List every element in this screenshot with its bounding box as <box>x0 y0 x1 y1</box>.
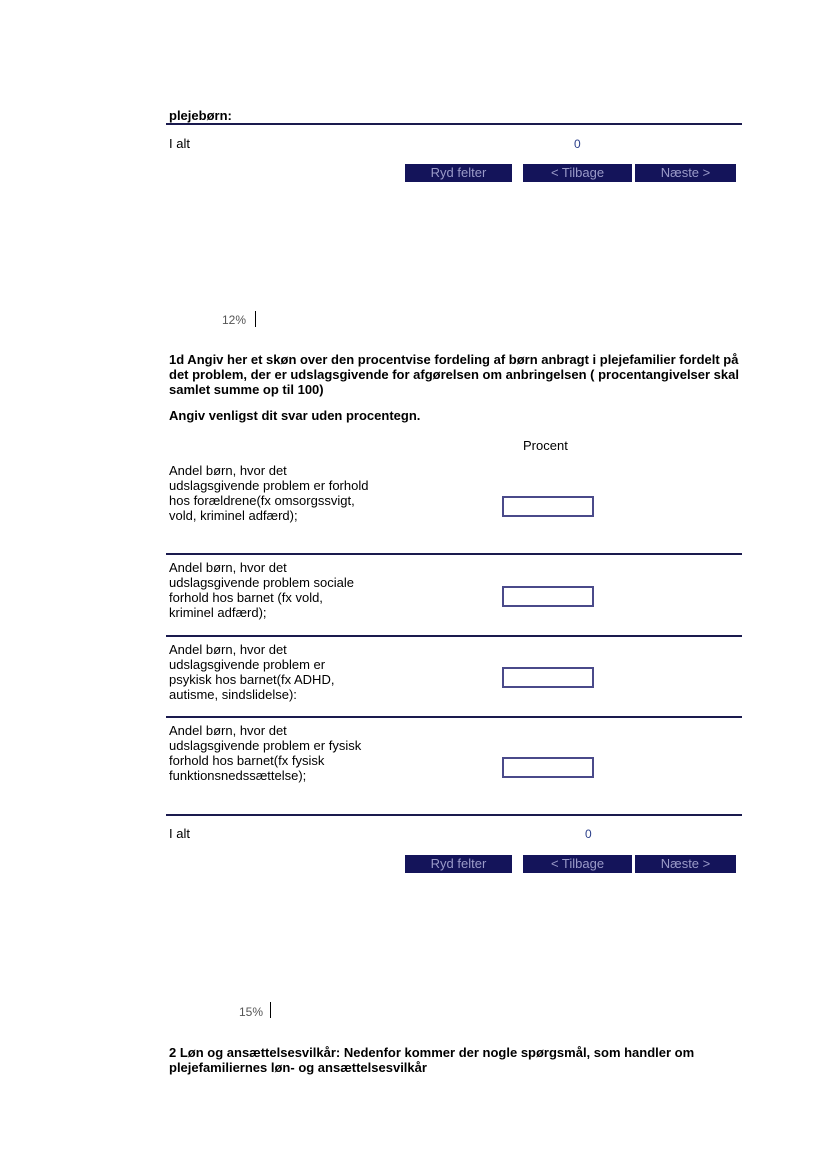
total-value: 0 <box>585 827 592 841</box>
percent-input-physical[interactable] <box>502 757 594 778</box>
progress-marker <box>255 311 256 327</box>
question-text: 1d Angiv her et skøn over den procentvise fordeling af børn anbragt i plejefamilier fordelt på det problem, der er udslagsgivende for afgørelsen om anbringelsen ( procentangivelser skal samlet summe op til 100) <box>169 352 739 397</box>
back-button[interactable]: < Tilbage <box>523 855 632 873</box>
row-divider <box>166 553 742 555</box>
back-button[interactable]: < Tilbage <box>523 164 632 182</box>
row-label: Andel børn, hvor det udslagsgivende problem sociale forhold hos barnet (fx vold, kriminel adfærd); <box>169 560 355 620</box>
progress-indicator: 12% <box>222 313 247 327</box>
percent-input-social[interactable] <box>502 586 594 607</box>
row-divider <box>166 635 742 637</box>
next-button[interactable]: Næste > <box>635 855 736 873</box>
column-header-percent: Procent <box>523 438 568 453</box>
row-divider <box>166 814 742 816</box>
progress-indicator: 15% <box>239 1005 264 1019</box>
row-label: Andel børn, hvor det udslagsgivende problem er forhold hos forældrene(fx omsorgssvigt, vold, kriminel adfærd); <box>169 463 369 523</box>
clear-fields-button[interactable]: Ryd felter <box>405 164 512 182</box>
percent-input-parents[interactable] <box>502 496 594 517</box>
total-value: 0 <box>574 137 581 151</box>
percent-input-psychic[interactable] <box>502 667 594 688</box>
progress-marker <box>270 1002 271 1018</box>
row-label: Andel børn, hvor det udslagsgivende problem er psykisk hos barnet(fx ADHD, autisme, sindslidelse): <box>169 642 335 702</box>
divider <box>166 123 742 125</box>
section-heading: 2 Løn og ansættelsesvilkår: Nedenfor kommer der nogle spørgsmål, som handler om plejefamiliernes løn- og ansættelsesvilkår <box>169 1045 695 1075</box>
total-label: I alt <box>169 136 190 151</box>
row-label: Andel børn, hvor det udslagsgivende problem er fysisk forhold hos barnet(fx fysisk funktionsnedssættelse); <box>169 723 362 783</box>
next-button[interactable]: Næste > <box>635 164 736 182</box>
row-divider <box>166 716 742 718</box>
section-heading-fragment: plejebørn: <box>169 108 232 123</box>
total-label: I alt <box>169 826 190 841</box>
question-instruction: Angiv venligst dit svar uden procentegn. <box>169 408 421 423</box>
clear-fields-button[interactable]: Ryd felter <box>405 855 512 873</box>
